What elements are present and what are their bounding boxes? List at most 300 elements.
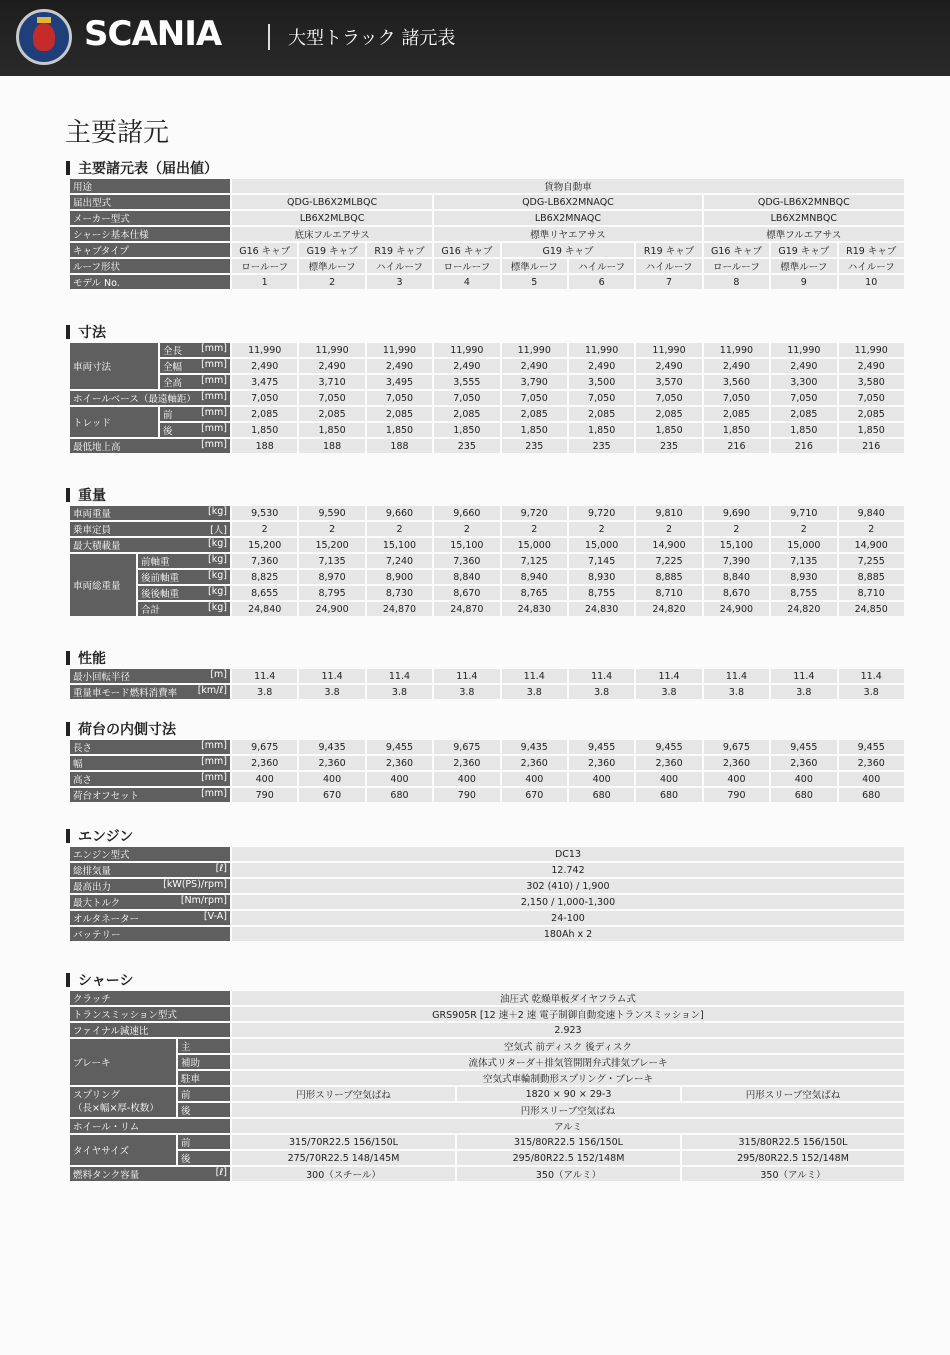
spec-value: G16 キャブ [703, 242, 770, 258]
spec-value: 2,360 [298, 755, 365, 771]
cell-text: [ℓ] [215, 863, 227, 874]
cell-text: [mm] [201, 359, 227, 370]
spec-value: 3,475 [231, 374, 298, 390]
spec-value: 9,690 [703, 505, 770, 521]
cell-text: 最小回転半径 [73, 672, 131, 683]
spec-value: 9,675 [703, 739, 770, 755]
cell-text: 荷台オフセット [73, 791, 140, 802]
spec-value: 2,085 [366, 406, 433, 422]
spec-value: 標準ルーフ [770, 258, 837, 274]
spec-value: 2 [770, 521, 837, 537]
spec-value: G16 キャブ [433, 242, 500, 258]
cell-text: [mm] [201, 772, 227, 783]
spec-value: 188 [298, 438, 365, 454]
spec-value: 底床フルエアサス [231, 226, 433, 242]
spec-value: 11.4 [770, 668, 837, 684]
spec-value: 9,660 [433, 505, 500, 521]
sub-label: 補助 [177, 1054, 231, 1070]
spec-value: 9,720 [501, 505, 568, 521]
sub-label: 後 [177, 1102, 231, 1118]
cell-text: 全幅 [163, 362, 183, 373]
spec-value: 3.8 [770, 684, 837, 700]
spec-value: 2,360 [838, 755, 905, 771]
section-title-bed [66, 719, 176, 739]
spec-value: 8,825 [231, 569, 298, 585]
cell-text: [kW(PS)/rpm] [163, 879, 227, 890]
cell-text: 主要諸元表（届出値） [78, 161, 218, 177]
spec-value: 400 [635, 771, 702, 787]
cell-text: [mm] [201, 391, 227, 402]
spec-value: 1,850 [366, 422, 433, 438]
spec-value: 15,100 [366, 537, 433, 553]
cell-text: [kg] [208, 554, 227, 565]
spec-value: 2,085 [433, 406, 500, 422]
spec-value: 7,050 [501, 390, 568, 406]
spec-value: 400 [770, 771, 837, 787]
row-label [69, 926, 231, 942]
row-label [69, 438, 231, 454]
cell-text: 最大トルク [73, 898, 121, 909]
cell-text: [mm] [201, 375, 227, 386]
spec-value: 400 [433, 771, 500, 787]
cell-text: エンジン [78, 829, 134, 845]
spec-value: 4 [433, 274, 500, 290]
cell-text: [ℓ] [215, 1167, 227, 1178]
row-label: キャブタイプ [69, 242, 231, 258]
spec-value: 295/80R22.5 152/148M [456, 1150, 681, 1166]
chassis-table [68, 989, 906, 1183]
spec-value: 1,850 [501, 422, 568, 438]
scania-griffin-logo-icon [16, 9, 72, 65]
row-label [69, 878, 231, 894]
spec-value: 標準ルーフ [501, 258, 568, 274]
spec-value: 3,710 [298, 374, 365, 390]
spec-value: 1 [231, 274, 298, 290]
spec-value: 3.8 [366, 684, 433, 700]
sub-label [159, 422, 231, 438]
spec-value: 流体式リターダ＋排気管開閉弁式排気ブレーキ [231, 1054, 905, 1070]
spec-value: G16 キャブ [231, 242, 298, 258]
cell-text: [mm] [201, 423, 227, 434]
spec-value: 1,850 [298, 422, 365, 438]
spec-value: 15,200 [298, 537, 365, 553]
spec-value: 15,200 [231, 537, 298, 553]
spec-value: 2 [298, 521, 365, 537]
spec-value: R19 キャブ [366, 242, 433, 258]
spec-value: 24-100 [231, 910, 905, 926]
spec-value: 2,490 [703, 358, 770, 374]
page-title: 主要諸元 [65, 118, 170, 148]
spec-value: 11.4 [298, 668, 365, 684]
spec-value: 11.4 [703, 668, 770, 684]
spec-value: 24,820 [635, 601, 702, 617]
sub-label: 前 [177, 1134, 231, 1150]
spec-value: 7,125 [501, 553, 568, 569]
spec-value: 8,940 [501, 569, 568, 585]
section-title-weight [66, 485, 106, 505]
spec-value: ハイルーフ [635, 258, 702, 274]
row-label [69, 846, 231, 862]
spec-value: 295/80R22.5 152/148M [681, 1150, 905, 1166]
spec-value: 8,710 [635, 585, 702, 601]
spec-value: 7,050 [568, 390, 635, 406]
cell-text: [kg] [208, 602, 227, 613]
spec-value: 400 [501, 771, 568, 787]
cell-text: 総排気量 [73, 866, 112, 877]
spec-value: 2.923 [231, 1022, 905, 1038]
spec-value: 315/80R22.5 156/150L [681, 1134, 905, 1150]
spec-value: 2,360 [770, 755, 837, 771]
spec-value: R19 キャブ [635, 242, 702, 258]
spec-value: 9,455 [568, 739, 635, 755]
spec-value: 標準リヤエアサス [433, 226, 703, 242]
header-divider [268, 24, 270, 50]
spec-value: 11.4 [635, 668, 702, 684]
spec-value: 11,990 [433, 342, 500, 358]
spec-value: 9,435 [298, 739, 365, 755]
row-label [69, 739, 231, 755]
spec-value: 2,490 [231, 358, 298, 374]
spec-value: 9,675 [433, 739, 500, 755]
spec-value: 11,990 [568, 342, 635, 358]
page-header [0, 0, 950, 76]
sub-label [137, 601, 231, 617]
spec-value: 11.4 [838, 668, 905, 684]
sub-label: 前 [177, 1086, 231, 1102]
cell-text: [kg] [208, 586, 227, 597]
spec-value: 11,990 [501, 342, 568, 358]
engine-table [68, 845, 906, 943]
cell-text: 寸法 [78, 325, 106, 341]
spec-value: 235 [568, 438, 635, 454]
spec-value: 2 [635, 521, 702, 537]
spec-value: 7,050 [703, 390, 770, 406]
group-label: トレッド [69, 406, 159, 438]
spec-value: 6 [568, 274, 635, 290]
section-title-dimensions [66, 322, 106, 342]
spec-value: 7,050 [770, 390, 837, 406]
spec-value: 1,850 [231, 422, 298, 438]
spec-value: 24,900 [298, 601, 365, 617]
spec-value: アルミ [231, 1118, 905, 1134]
spec-value: 24,840 [231, 601, 298, 617]
spec-value: 14,900 [635, 537, 702, 553]
spec-value: 9,720 [568, 505, 635, 521]
spec-value: 9,455 [635, 739, 702, 755]
spec-value: 7,135 [770, 553, 837, 569]
spec-value: 7,225 [635, 553, 702, 569]
spec-value: 8,930 [770, 569, 837, 585]
row-label: メーカー型式 [69, 210, 231, 226]
spec-value: 275/70R22.5 148/145M [231, 1150, 456, 1166]
cell-text: オルタネーター [73, 914, 140, 925]
spec-value: 2,085 [231, 406, 298, 422]
spec-value: 7,255 [838, 553, 905, 569]
spec-value: 11.4 [433, 668, 500, 684]
spec-value: 15,100 [703, 537, 770, 553]
spec-value: 3,300 [770, 374, 837, 390]
sub-label [159, 406, 231, 422]
spec-value: 3.8 [703, 684, 770, 700]
spec-value: 680 [770, 787, 837, 803]
cell-text: 全長 [163, 346, 183, 357]
spec-value: 15,000 [568, 537, 635, 553]
cell-text: [mm] [201, 788, 227, 799]
spec-value: 8,840 [703, 569, 770, 585]
row-label: ファイナル減速比 [69, 1022, 231, 1038]
spec-value: 11,990 [838, 342, 905, 358]
spec-value: 7,240 [366, 553, 433, 569]
row-label [69, 537, 231, 553]
spec-value: 7,050 [366, 390, 433, 406]
spec-value: 8,670 [433, 585, 500, 601]
spec-value: 8,900 [366, 569, 433, 585]
spec-value: 2,085 [770, 406, 837, 422]
spec-value: 2,360 [568, 755, 635, 771]
spec-value: 7,360 [231, 553, 298, 569]
spec-value: 24,870 [433, 601, 500, 617]
spec-value: LB6X2MNBQC [703, 210, 905, 226]
spec-value: 8,765 [501, 585, 568, 601]
spec-value: 3.8 [231, 684, 298, 700]
spec-value: 680 [568, 787, 635, 803]
spec-value: 8 [703, 274, 770, 290]
spec-value: 8,930 [568, 569, 635, 585]
spec-value: 11,990 [298, 342, 365, 358]
spec-value: 標準ルーフ [298, 258, 365, 274]
spec-value: 2,360 [433, 755, 500, 771]
spec-value: 7,360 [433, 553, 500, 569]
spec-value: R19 キャブ [838, 242, 905, 258]
row-label [69, 755, 231, 771]
spec-value: 9,455 [366, 739, 433, 755]
row-label [69, 862, 231, 878]
spec-value: 188 [366, 438, 433, 454]
spec-value: 680 [838, 787, 905, 803]
cell-text: 高さ [73, 775, 93, 786]
group-label: 車両寸法 [69, 342, 159, 390]
main-spec-table [68, 177, 906, 291]
spec-value: 2 [366, 521, 433, 537]
spec-value: 3.8 [838, 684, 905, 700]
row-label [69, 684, 231, 700]
cell-text: [mm] [201, 756, 227, 767]
spec-value: 3,555 [433, 374, 500, 390]
cell-text: 前 [163, 410, 173, 421]
row-label [69, 521, 231, 537]
spec-value: G19 キャブ [501, 242, 636, 258]
spec-value: ロールーフ [703, 258, 770, 274]
spec-value: 11.4 [568, 668, 635, 684]
cell-text: （長×幅×厚-枚数） [73, 1103, 159, 1114]
sub-label: 主 [177, 1038, 231, 1054]
row-label: ルーフ形状 [69, 258, 231, 274]
spec-value: LB6X2MLBQC [231, 210, 433, 226]
cell-text: [人] [210, 525, 227, 536]
spec-value: 790 [703, 787, 770, 803]
row-label: シャーシ基本仕様 [69, 226, 231, 242]
spec-value: 7 [635, 274, 702, 290]
spec-value: 7,050 [231, 390, 298, 406]
row-label: 届出型式 [69, 194, 231, 210]
cell-text: 後 [163, 426, 173, 437]
spec-value: 3.8 [635, 684, 702, 700]
spec-value: 400 [568, 771, 635, 787]
cell-text: 性能 [78, 651, 106, 667]
cell-text: 最高出力 [73, 882, 112, 893]
spec-value: 2,490 [433, 358, 500, 374]
cell-text: 荷台の内側寸法 [78, 722, 176, 738]
group-label: 車両総重量 [69, 553, 137, 617]
row-label [69, 894, 231, 910]
spec-value: 2,490 [770, 358, 837, 374]
spec-value: 400 [298, 771, 365, 787]
group-label [69, 1086, 177, 1118]
spec-value: 180Ah x 2 [231, 926, 905, 942]
cell-text: [m] [210, 669, 227, 680]
cell-text: 長さ [73, 743, 93, 754]
spec-value: 2,490 [366, 358, 433, 374]
spec-value: 24,830 [568, 601, 635, 617]
cell-text: 後前軸重 [141, 573, 180, 584]
cell-text: [mm] [201, 407, 227, 418]
spec-value: 3,570 [635, 374, 702, 390]
spec-value: 3.8 [298, 684, 365, 700]
spec-value: QDG-LB6X2MNAQC [433, 194, 703, 210]
header-title: 大型トラック 諸元表 [288, 28, 456, 49]
spec-value: 9,435 [501, 739, 568, 755]
spec-value: ロールーフ [433, 258, 500, 274]
spec-value: 400 [366, 771, 433, 787]
spec-value: 2,360 [501, 755, 568, 771]
spec-value: 3,500 [568, 374, 635, 390]
brand-name: SCANIA [84, 14, 222, 54]
spec-value: 油圧式 乾燥単板ダイヤフラム式 [231, 990, 905, 1006]
cell-text: 重量車モード燃料消費率 [73, 688, 178, 699]
spec-value: 2 [231, 521, 298, 537]
spec-value: 7,050 [298, 390, 365, 406]
row-label [69, 910, 231, 926]
spec-value: 8,840 [433, 569, 500, 585]
spec-value: 9,710 [770, 505, 837, 521]
spec-value: 1,850 [568, 422, 635, 438]
spec-value: 12.742 [231, 862, 905, 878]
spec-value: 1,850 [838, 422, 905, 438]
row-label [69, 787, 231, 803]
spec-value: 400 [838, 771, 905, 787]
spec-value: ロールーフ [231, 258, 298, 274]
spec-value: 8,795 [298, 585, 365, 601]
spec-value: 315/70R22.5 156/150L [231, 1134, 456, 1150]
spec-value: 8,755 [568, 585, 635, 601]
spec-value: 2,085 [635, 406, 702, 422]
cell-text: 前軸重 [141, 557, 170, 568]
cell-text: 車両重量 [73, 509, 112, 520]
row-label: ホイール・リム [69, 1118, 231, 1134]
spec-value: 空気式 前ディスク 後ディスク [231, 1038, 905, 1054]
row-label: モデル No. [69, 274, 231, 290]
spec-value: 235 [635, 438, 702, 454]
spec-value: 9,840 [838, 505, 905, 521]
group-label: ブレーキ [69, 1038, 177, 1086]
spec-value: 円形スリーブ空気ばね [231, 1086, 456, 1102]
spec-value: 11.4 [366, 668, 433, 684]
spec-value: G19 キャブ [298, 242, 365, 258]
spec-value: 1,850 [770, 422, 837, 438]
cell-text: 重量 [78, 488, 106, 504]
performance-table [68, 667, 906, 701]
spec-value: 1,850 [703, 422, 770, 438]
spec-value: 2 [568, 521, 635, 537]
section-title-engine [66, 826, 133, 846]
bed-table [68, 738, 906, 804]
cell-text: [kg] [208, 538, 227, 549]
sub-label [159, 374, 231, 390]
spec-value: 400 [703, 771, 770, 787]
row-label: 用途 [69, 178, 231, 194]
spec-value: 2,085 [298, 406, 365, 422]
spec-value: 670 [298, 787, 365, 803]
spec-value: 400 [231, 771, 298, 787]
spec-value: 5 [501, 274, 568, 290]
spec-value: 2,085 [568, 406, 635, 422]
spec-value: 9,660 [366, 505, 433, 521]
cell-text: 幅 [73, 759, 83, 770]
spec-value: 貨物自動車 [231, 178, 905, 194]
spec-value: 9,455 [770, 739, 837, 755]
spec-value: 2,360 [703, 755, 770, 771]
spec-value: 7,145 [568, 553, 635, 569]
spec-value: 9,455 [838, 739, 905, 755]
spec-value: 11,990 [231, 342, 298, 358]
cell-text: 燃料タンク容量 [73, 1170, 140, 1181]
row-label [69, 390, 231, 406]
spec-value: 2 [838, 521, 905, 537]
spec-value: 3,580 [838, 374, 905, 390]
spec-value: 350（アルミ） [681, 1166, 905, 1182]
spec-value: 315/80R22.5 156/150L [456, 1134, 681, 1150]
spec-value: 790 [433, 787, 500, 803]
cell-text: 最大積載量 [73, 541, 121, 552]
spec-value: 3.8 [568, 684, 635, 700]
section-title-performance [66, 648, 106, 668]
spec-value: 2 [703, 521, 770, 537]
sub-label: 駐車 [177, 1070, 231, 1086]
spec-value: 11.4 [501, 668, 568, 684]
spec-value: 1,850 [433, 422, 500, 438]
spec-value: 2,360 [231, 755, 298, 771]
cell-text: [kg] [208, 570, 227, 581]
sub-label: 後 [177, 1150, 231, 1166]
dimensions-table [68, 341, 906, 455]
spec-value: 円形スリーブ空気ばね [681, 1086, 905, 1102]
spec-value: LB6X2MNAQC [433, 210, 703, 226]
spec-value: 円形スリーブ空気ばね [231, 1102, 905, 1118]
row-label: クラッチ [69, 990, 231, 1006]
spec-value: 8,730 [366, 585, 433, 601]
row-label [69, 505, 231, 521]
spec-value: 2,360 [366, 755, 433, 771]
spec-value: 2,490 [838, 358, 905, 374]
spec-value: 300（スチール） [231, 1166, 456, 1182]
spec-value: 7,135 [298, 553, 365, 569]
cell-text: [V-A] [203, 911, 227, 922]
sub-label [137, 553, 231, 569]
spec-value: 24,870 [366, 601, 433, 617]
cell-text: バッテリー [73, 930, 121, 941]
spec-value: 標準フルエアサス [703, 226, 905, 242]
cell-text: エンジン型式 [73, 850, 130, 861]
